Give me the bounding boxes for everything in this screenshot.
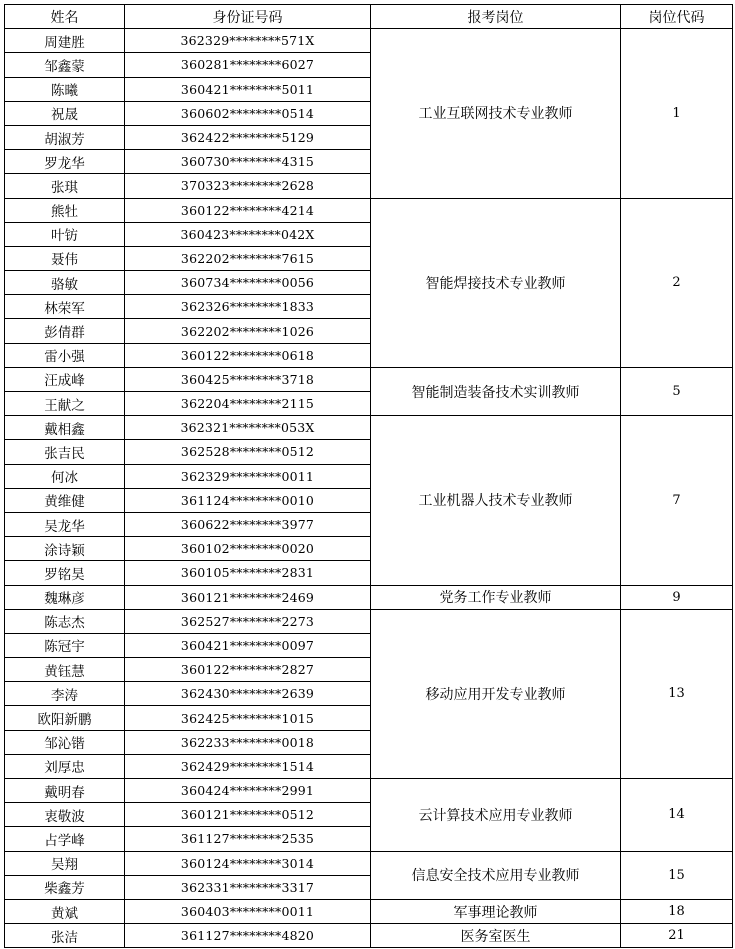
- applied-post: 工业机器人技术专业教师: [371, 416, 621, 585]
- applied-post: 智能制造装备技术实训教师: [371, 367, 621, 415]
- post-code: 18: [621, 899, 733, 923]
- candidate-id-number: 362528********0512: [125, 440, 371, 464]
- candidate-id-number: 362233********0018: [125, 730, 371, 754]
- candidate-name: 林荣军: [5, 295, 125, 319]
- candidate-name: 吴龙华: [5, 512, 125, 536]
- candidate-name: 陈志杰: [5, 609, 125, 633]
- candidate-name: 张吉民: [5, 440, 125, 464]
- candidate-id-number: 360102********0020: [125, 537, 371, 561]
- candidate-id-number: 362202********1026: [125, 319, 371, 343]
- applied-post: 智能焊接技术专业教师: [371, 198, 621, 367]
- applied-post: 工业互联网技术专业教师: [371, 29, 621, 198]
- post-code: 2: [621, 198, 733, 367]
- table-row: [5, 416, 733, 440]
- candidate-name: 欧阳新鹏: [5, 706, 125, 730]
- table-body: [5, 29, 733, 948]
- candidate-id-number: 361127********4820: [125, 924, 371, 948]
- applied-post: 党务工作专业教师: [371, 585, 621, 609]
- candidate-name: 戴明春: [5, 779, 125, 803]
- candidate-id-number: 360421********0097: [125, 633, 371, 657]
- candidate-name: 邹鑫蒙: [5, 53, 125, 77]
- candidate-id-number: 360281********6027: [125, 53, 371, 77]
- candidate-id-number: 370323********2628: [125, 174, 371, 198]
- candidate-name: 涂诗颖: [5, 537, 125, 561]
- candidate-id-number: 362329********0011: [125, 464, 371, 488]
- candidate-id-number: 362429********1514: [125, 754, 371, 778]
- candidate-name: 汪成峰: [5, 367, 125, 391]
- candidate-name: 陈曦: [5, 77, 125, 101]
- applied-post: 信息安全技术应用专业教师: [371, 851, 621, 899]
- candidate-id-number: 362422********5129: [125, 125, 371, 149]
- applied-post: 云计算技术应用专业教师: [371, 779, 621, 852]
- post-code: 13: [621, 609, 733, 778]
- candidate-id-number: 360730********4315: [125, 150, 371, 174]
- candidate-name: 黄维健: [5, 488, 125, 512]
- table-row: [5, 779, 733, 803]
- candidate-name: 罗铭昊: [5, 561, 125, 585]
- candidate-name: 张洁: [5, 924, 125, 948]
- candidate-name: 魏琳彦: [5, 585, 125, 609]
- header-name: 姓名: [5, 5, 125, 29]
- post-code: 5: [621, 367, 733, 415]
- candidate-name: 胡淑芳: [5, 125, 125, 149]
- header-code: 岗位代码: [621, 5, 733, 29]
- candidate-id-number: 362430********2639: [125, 682, 371, 706]
- candidate-name: 陈冠宇: [5, 633, 125, 657]
- candidate-id-number: 362326********1833: [125, 295, 371, 319]
- candidate-name: 黄钰慧: [5, 658, 125, 682]
- candidate-name: 叶钫: [5, 222, 125, 246]
- candidate-id-number: 360124********3014: [125, 851, 371, 875]
- candidate-name: 邹沁锴: [5, 730, 125, 754]
- candidate-id-number: 360121********2469: [125, 585, 371, 609]
- candidate-id-number: 360423********042X: [125, 222, 371, 246]
- candidate-name: 王献之: [5, 392, 125, 416]
- candidate-id-number: 360105********2831: [125, 561, 371, 585]
- candidate-id-number: 361127********2535: [125, 827, 371, 851]
- candidate-id-number: 362527********2273: [125, 609, 371, 633]
- candidate-name: 衷敬波: [5, 803, 125, 827]
- candidate-id-number: 360622********3977: [125, 512, 371, 536]
- applied-post: 军事理论教师: [371, 899, 621, 923]
- table-row: [5, 585, 733, 609]
- candidate-id-number: 360734********0056: [125, 271, 371, 295]
- post-code: 15: [621, 851, 733, 899]
- candidate-id-number: 362321********053X: [125, 416, 371, 440]
- candidate-table: [4, 4, 733, 948]
- header-post: 报考岗位: [371, 5, 621, 29]
- post-code: 21: [621, 924, 733, 948]
- candidate-name: 骆敏: [5, 271, 125, 295]
- post-code: 7: [621, 416, 733, 585]
- candidate-id-number: 360122********2827: [125, 658, 371, 682]
- candidate-name: 李涛: [5, 682, 125, 706]
- header-id: 身份证号码: [125, 5, 371, 29]
- candidate-name: 聂伟: [5, 246, 125, 270]
- candidate-id-number: 362202********7615: [125, 246, 371, 270]
- candidate-id-number: 360425********3718: [125, 367, 371, 391]
- table-row: [5, 924, 733, 948]
- table-row: [5, 851, 733, 875]
- candidate-id-number: 362329********571X: [125, 29, 371, 53]
- candidate-id-number: 362331********3317: [125, 875, 371, 899]
- candidate-name: 祝晟: [5, 101, 125, 125]
- candidate-id-number: 360122********0618: [125, 343, 371, 367]
- candidate-name: 罗龙华: [5, 150, 125, 174]
- candidate-name: 吴翔: [5, 851, 125, 875]
- table-row: [5, 29, 733, 53]
- table-row: [5, 367, 733, 391]
- candidate-name: 戴相鑫: [5, 416, 125, 440]
- candidate-id-number: 362204********2115: [125, 392, 371, 416]
- candidate-name: 柴鑫芳: [5, 875, 125, 899]
- candidate-name: 何冰: [5, 464, 125, 488]
- candidate-id-number: 360121********0512: [125, 803, 371, 827]
- candidate-name: 黄斌: [5, 899, 125, 923]
- post-code: 14: [621, 779, 733, 852]
- candidate-name: 熊牡: [5, 198, 125, 222]
- candidate-id-number: 360421********5011: [125, 77, 371, 101]
- candidate-id-number: 361124********0010: [125, 488, 371, 512]
- table-row: [5, 198, 733, 222]
- post-code: 1: [621, 29, 733, 198]
- candidate-name: 张琪: [5, 174, 125, 198]
- candidate-name: 刘厚忠: [5, 754, 125, 778]
- candidate-name: 占学峰: [5, 827, 125, 851]
- candidate-id-number: 360424********2991: [125, 779, 371, 803]
- candidate-id-number: 360403********0011: [125, 899, 371, 923]
- candidate-id-number: 360122********4214: [125, 198, 371, 222]
- candidate-name: 雷小强: [5, 343, 125, 367]
- candidate-id-number: 360602********0514: [125, 101, 371, 125]
- table-row: [5, 899, 733, 923]
- candidate-name: 彭倩群: [5, 319, 125, 343]
- post-code: 9: [621, 585, 733, 609]
- candidate-name: 周建胜: [5, 29, 125, 53]
- header-row: [5, 5, 733, 29]
- applied-post: 移动应用开发专业教师: [371, 609, 621, 778]
- table-row: [5, 609, 733, 633]
- candidate-id-number: 362425********1015: [125, 706, 371, 730]
- applied-post: 医务室医生: [371, 924, 621, 948]
